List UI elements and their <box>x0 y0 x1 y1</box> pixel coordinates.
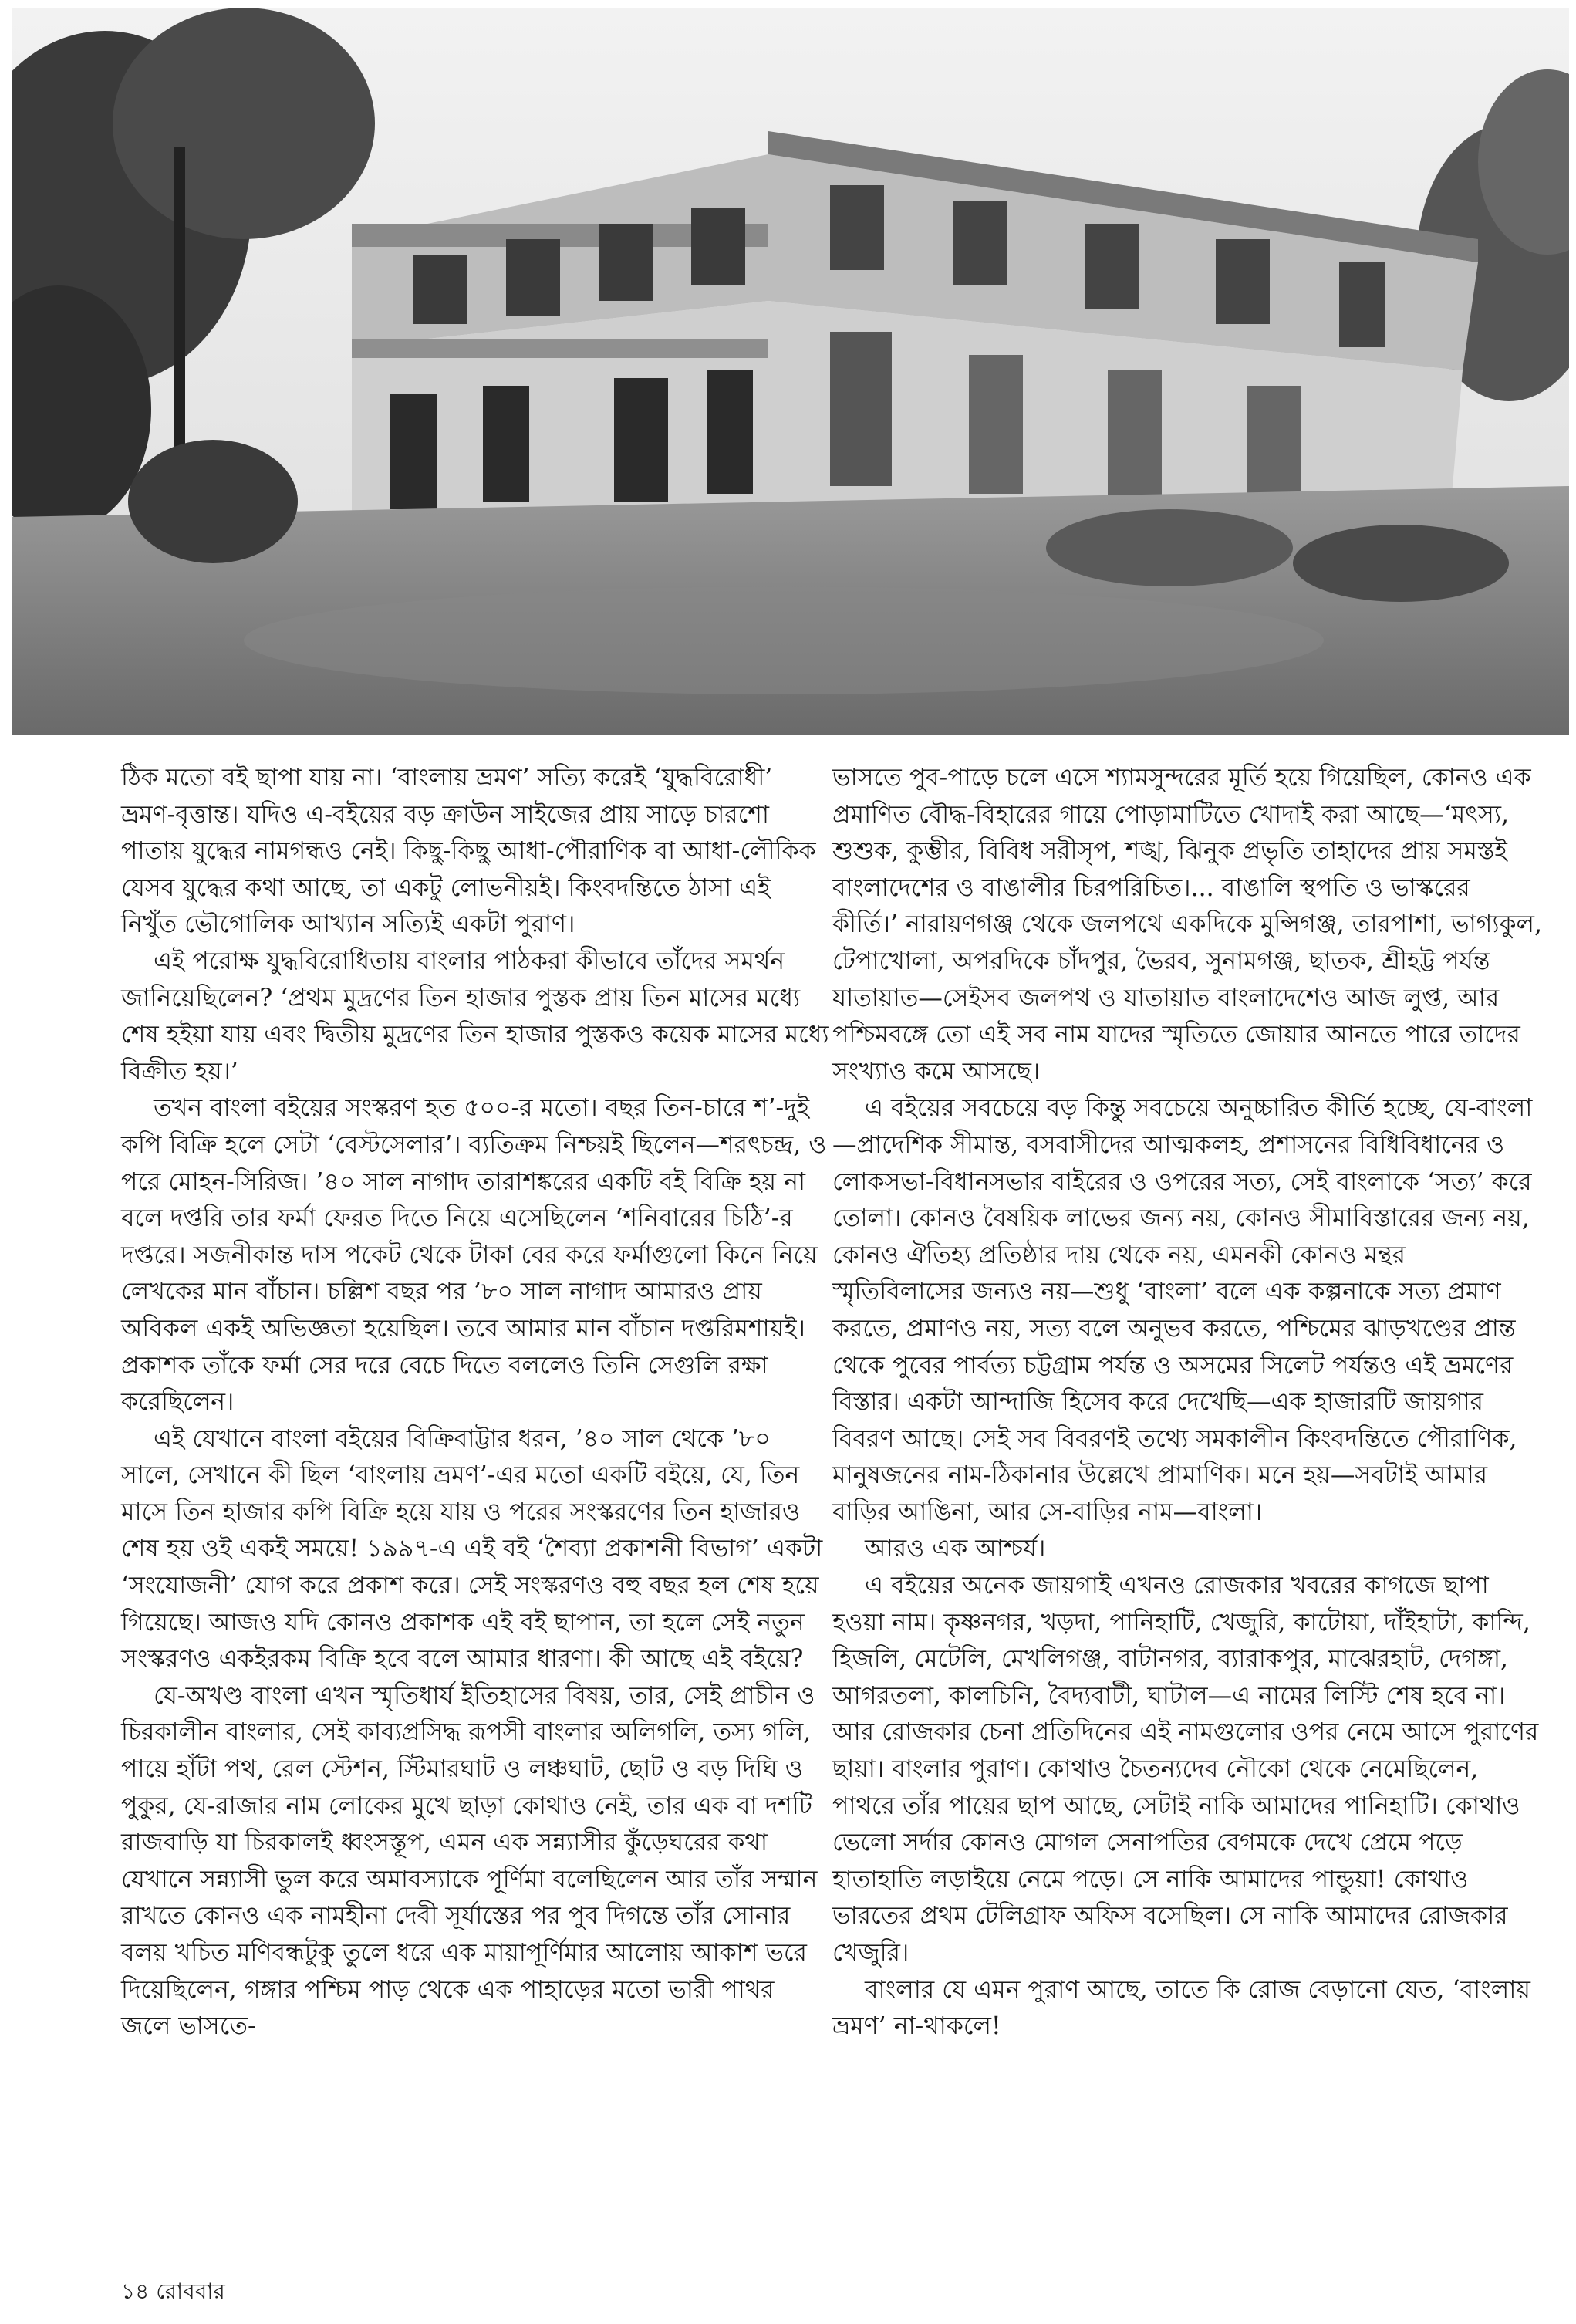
paragraph: বাংলার যে এমন পুরাণ আছে, তাতে কি রোজ বেড়ানো যেত, ‘বাংলায় ভ্রমণ’ না-থাকলে! <box>832 1975 1530 2041</box>
paragraph: ঠিক মতো বই ছাপা যায় না। ‘বাংলায় ভ্রমণ’ সত্যি করেই ‘যুদ্ধবিরোধী’ ভ্রমণ-বৃত্তান্ত। যদিও এ-বইয়ের বড় ক্রাউন সাইজের প্রায় সাড়ে চারশো পাতায় যুদ্ধের নামগন্ধও নেই। কিছু-কিছু আধা-পৌরাণিক বা আধা-লৌকিক যেসব যুদ্ধের কথা আছে, তা একটু লোভনীয়ই। কিংবদন্তিতে ঠাসা এই নিখুঁত ভৌগোলিক আখ্যান সত্যিই একটা পুরাণ। <box>121 764 816 939</box>
mansion-photo-image <box>12 8 1569 735</box>
page-footer <box>121 2276 225 2307</box>
paragraph: যে-অখণ্ড বাংলা এখন স্মৃতিধার্য ইতিহাসের বিষয়, তার, সেই প্রাচীন ও চিরকালীন বাংলার, সেই কাব্যপ্রসিদ্ধ রূপসী বাংলার অলিগলি, তস্য গলি, পায়ে হাঁটা পথ, রেল স্টেশন, স্টিমারঘাট ও লঞ্চঘাট, ছোট ও বড় দিঘি ও পুকুর, যে-রাজার নাম লোকের মুখে ছাড়া কোথাও নেই, তার এক বা দশটি রাজবাড়ি যা চিরকালই ধ্বংসস্তূপ, এমন এক সন্ন্যাসীর কুঁড়েঘরের কথা যেখানে সন্ন্যাসী ভুল করে অমাবস্যাকে পূর্ণিমা বলেছিলেন আর তাঁর সম্মান রাখতে কোনও এক নামহীনা দেবী সূর্যাস্তের পর পুব দিগন্তে তাঁর সোনার বলয় খচিত মণিবন্ধটুকু তুলে ধরে এক মায়াপূর্ণিমার আলোয় আকাশ ভরে দিয়েছিলেন, গঙ্গার পশ্চিম পাড় থেকে এক পাহাড়ের মতো ভারী পাথর জলে ভাসতে- <box>121 1681 818 2041</box>
building-photo <box>12 8 1569 735</box>
paragraph: তখন বাংলা বইয়ের সংস্করণ হত ৫০০-র মতো। বছর তিন-চারে শ’-দুই কপি বিক্রি হলে সেটা ‘বেস্টসেলার’। ব্যতিক্রম নিশ্চয়ই ছিলেন—শরৎচন্দ্র, ও পরে মোহন-সিরিজ। ’৪০ সাল নাগাদ তারাশঙ্করের একটি বই বিক্রি হয় না বলে দপ্তরি তার ফর্মা ফেরত দিতে নিয়ে এসেছিলেন ‘শনিবারের চিঠি’-র দপ্তরে। সজনীকান্ত দাস পকেট থেকে টাকা বের করে ফর্মাগুলো কিনে নিয়ে লেখকের মান বাঁচান। চল্লিশ বছর পর ’৮০ সাল নাগাদ আমারও প্রায় অবিকল একই অভিজ্ঞতা হয়েছিল। তবে আমার মান বাঁচান দপ্তরিমশায়ই। প্রকাশক তাঁকে ফর্মা সের দরে বেচে দিতে বললেও তিনি সেগুলি রক্ষা করেছিলেন। <box>121 1094 827 1417</box>
page-number: ১৪ <box>121 2278 150 2304</box>
paragraph: এই পরোক্ষ যুদ্ধবিরোধিতায় বাংলার পাঠকরা কীভাবে তাঁদের সমর্থন জানিয়েছিলেন? ‘প্রথম মুদ্রণের তিন হাজার পুস্তক প্রায় তিন মাসের মধ্যে শেষ হইয়া যায় এবং দ্বিতীয় মুদ্রণের তিন হাজার পুস্তকও কয়েক মাসের মধ্যে বিক্রীত হয়।’ <box>121 947 829 1086</box>
paragraph: এ বইয়ের সবচেয়ে বড় কিন্তু সবচেয়ে অনুচ্চারিত কীর্তি হচ্ছে, যে-বাংলা—প্রাদেশিক সীমান্ত, বসবাসীদের আত্মকলহ, প্রশাসনের বিধিবিধানের ও লোকসভা-বিধানসভার বাইরের ও ওপরের সত্য, সেই বাংলাকে ‘সত্য’ করে তোলা। কোনও বৈষয়িক লাভের জন্য নয়, কোনও সীমাবিস্তারের জন্য নয়, কোনও ঐতিহ্য প্রতিষ্ঠার দায় থেকে নয়, এমনকী কোনও মন্থর স্মৃতিবিলাসের জন্যও নয়—শুধু ‘বাংলা’ বলে এক কল্পনাকে সত্য প্রমাণ করতে, প্রমাণও নয়, সত্য বলে অনুভব করতে, পশ্চিমের ঝাড়খণ্ডের প্রান্ত থেকে পুবের পার্বত্য চট্টগ্রাম পর্যন্ত ও অসমের সিলেট পর্যন্তও এই ভ্রমণের বিস্তার। একটা আন্দাজি হিসেব করে দেখেছি—এক হাজারটি জায়গার বিবরণ আছে। সেই সব বিবরণই তথ্যে সমকালীন কিংবদন্তিতে পৌরাণিক, মানুষজনের নাম-ঠিকানার উল্লেখে প্রামাণিক। মনে হয়—সবটাই আমার বাড়ির আঙিনা, আর সে-বাড়ির নাম—বাংলা। <box>832 1094 1533 1526</box>
paragraph: এই যেখানে বাংলা বইয়ের বিক্রিবাট্টার ধরন, ’৪০ সাল থেকে ’৮০ সালে, সেখানে কী ছিল ‘বাংলায় ভ্রমণ’-এর মতো একটি বইয়ে, যে, তিন মাসে তিন হাজার কপি বিক্রি হয়ে যায় ও পরের সংস্করণের তিন হাজারও শেষ হয় ওই একই সময়ে! ১৯৯৭-এ এই বই ‘শৈব্যা প্রকাশনী বিভাগ’ একটা ‘সংযোজনী’ যোগ করে প্রকাশ করে। সেই সংস্করণও বহু বছর হল শেষ হয়ে গিয়েছে। আজও যদি কোনও প্রকাশক এই বই ছাপান, তা হলে সেই নতুন সংস্করণও একইরকম বিক্রি হবে বলে আমার ধারণা। কী আছে এই বইয়ে? <box>121 1424 823 1674</box>
magazine-name: রোববার <box>156 2278 225 2304</box>
article-left-column <box>121 760 831 2045</box>
paragraph: এ বইয়ের অনেক জায়গাই এখনও রোজকার খবরের কাগজে ছাপা হওয়া নাম। কৃষ্ণনগর, খড়দা, পানিহাটি, খেজুরি, কাটোয়া, দাঁইহাটা, কান্দি, হিজলি, মেটেলি, মেখলিগঞ্জ, বাটানগর, ব্যারাকপুর, মাঝেরহাট, দেগঙ্গা, আগরতলা, কালচিনি, বৈদ্যবাটী, ঘাটাল—এ নামের লিস্টি শেষ হবে না। আর রোজকার চেনা প্রতিদিনের এই নামগুলোর ওপর নেমে আসে পুরাণের ছায়া। বাংলার পুরাণ। কোথাও চৈতন্যদেব নৌকো থেকে নেমেছিলেন, পাথরে তাঁর পায়ের ছাপ আছে, সেটাই নাকি আমাদের পানিহাটি। কোথাও ভেলো সর্দার কোনও মোগল সেনাপতির বেগমকে দেখে প্রেমে পড়ে হাতাহাতি লড়াইয়ে নেমে পড়ে। সে নাকি আমাদের পান্ডুয়া! কোথাও ভারতের প্রথম টেলিগ্রাফ অফিস বসেছিল। সে নাকি আমাদের রোজকার খেজুরি। <box>832 1572 1539 1967</box>
article-right-column <box>832 760 1542 2045</box>
paragraph: আরও এক আশ্চর্য। <box>865 1535 1046 1563</box>
paragraph: ভাসতে পুব-পাড়ে চলে এসে শ্যামসুন্দরের মূর্তি হয়ে গিয়েছিল, কোনও এক প্রমাণিত বৌদ্ধ-বিহারের গায়ে পোড়ামাটিতে খোদাই করা আছে—‘মৎস্য, শুশুক, কুম্ভীর, বিবিধ সরীসৃপ, শঙ্খ, ঝিনুক প্রভৃতি তাহাদের প্রায় সমস্তই বাংলাদেশের ও বাঙালীর চিরপরিচিত।... বাঙালি স্থপতি ও ভাস্করের কীর্তি।’ নারায়ণগঞ্জ থেকে জলপথে একদিকে মুন্সিগঞ্জ, তারপাশা, ভাগ্যকুল, টেপাখোলা, অপরদিকে চাঁদপুর, ভৈরব, সুনামগঞ্জ, ছাতক, শ্রীহট্ট পর্যন্ত যাতায়াত—সেইসব জলপথ ও যাতায়াত বাংলাদেশেও আজ লুপ্ত, আর পশ্চিমবঙ্গে তো এই সব নাম যাদের স্মৃতিতে জোয়ার আনতে পারে তাদের সংখ্যাও কমে আসছে। <box>832 764 1543 1086</box>
